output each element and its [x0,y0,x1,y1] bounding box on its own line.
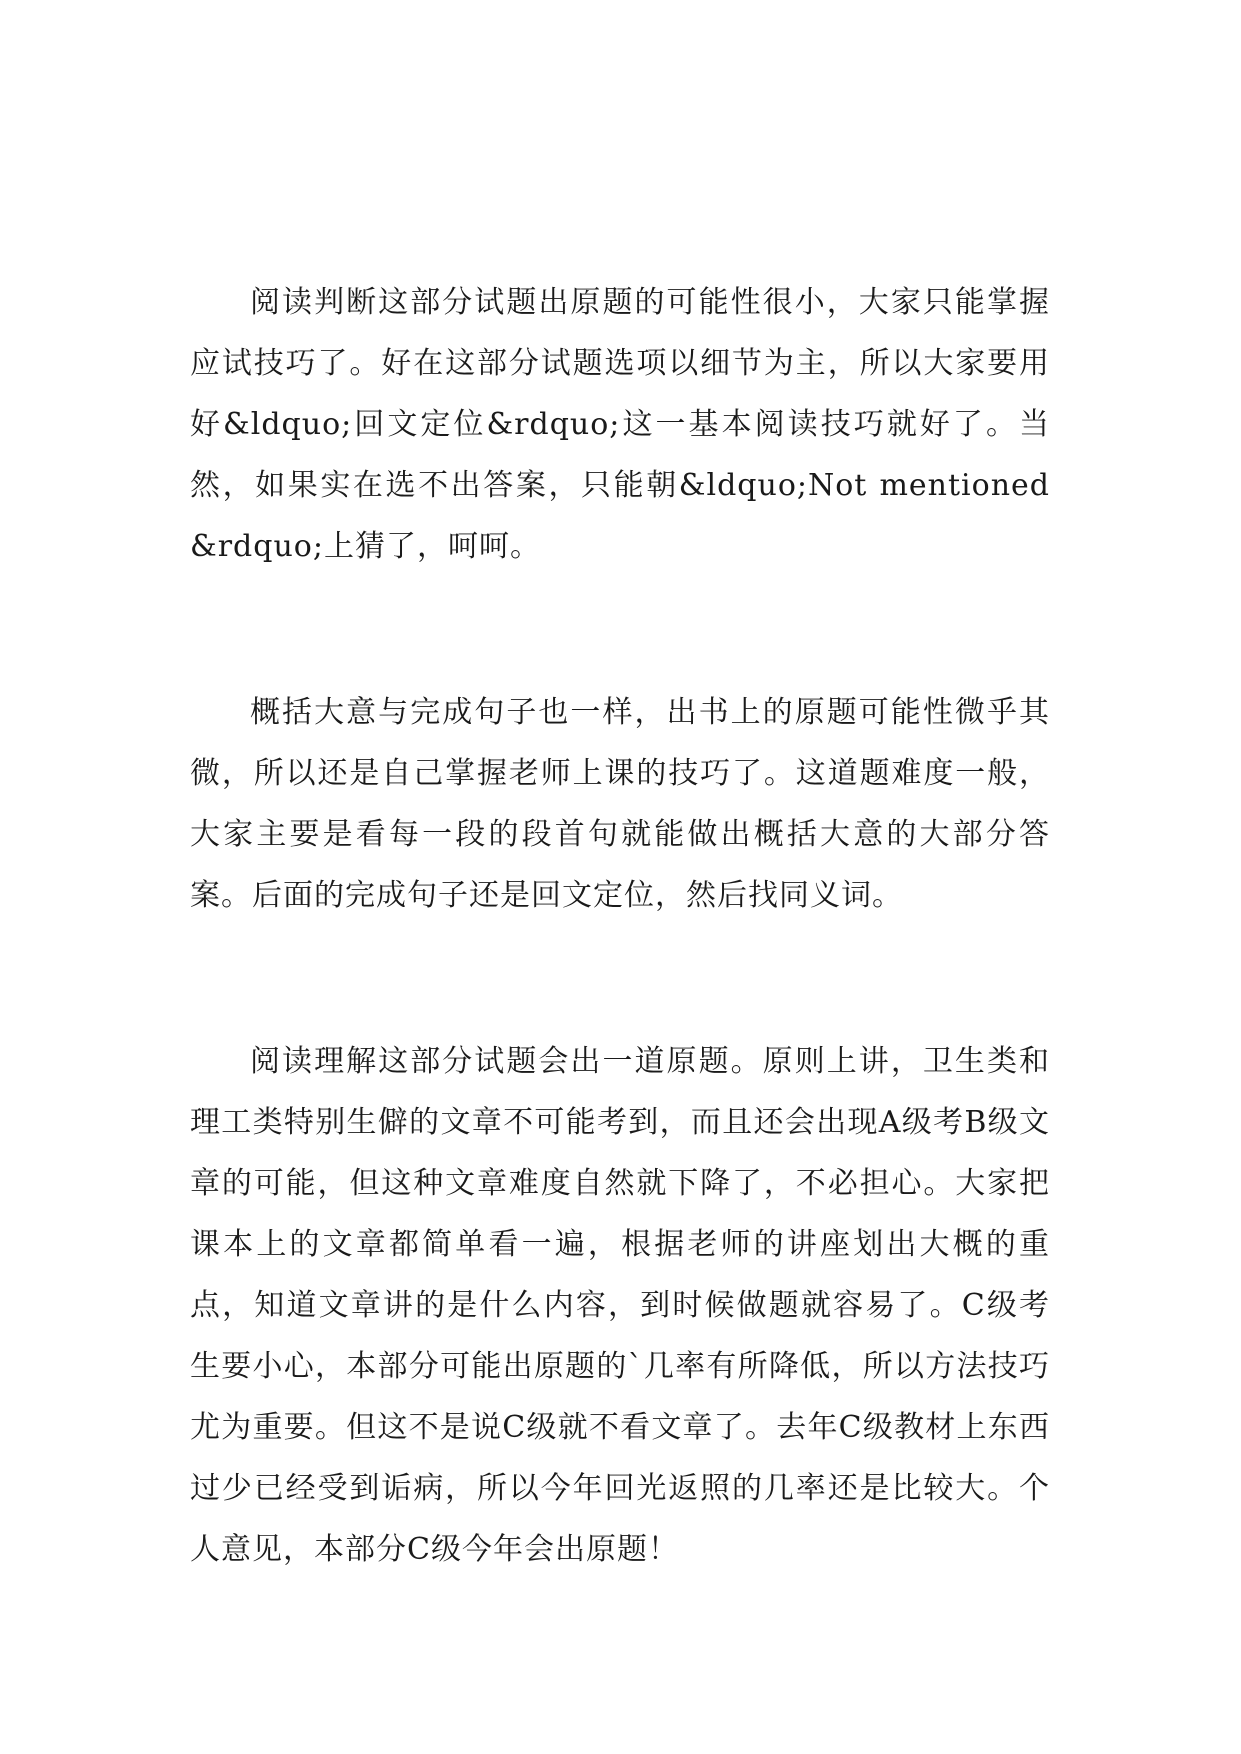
paragraph-reading-comprehension: 阅读理解这部分试题会出一道原题。原则上讲，卫生类和理工类特别生僻的文章不可能考到，而且还会出现A级考B级文章的可能，但这种文章难度自然就下降了，不必担心。大家把课本上的文章都简单看一遍，根据老师的讲座划出大概的重点，知道文章讲的是什么内容，到时候做题就容易了。C级考生要小心，本部分可能出原题的`几率有所降低，所以方法技巧尤为重要。但这不是说C级就不看文章了。去年C级教材上东西过少已经受到诟病，所以今年回光返照的几率还是比较大。个人意见，本部分C级今年会出原题！ [190,1044,1050,1567]
paragraph-summary-completion: 概括大意与完成句子也一样，出书上的原题可能性微乎其微，所以还是自己掌握老师上课的技巧了。这道题难度一般，大家主要是看每一段的段首句就能做出概括大意的大部分答案。后面的完成句子还是回文定位，然后找同义词。 [190,695,1050,913]
paragraph-reading-judgment: 阅读判断这部分试题出原题的可能性很小，大家只能掌握应试技巧了。好在这部分试题选项以细节为主，所以大家要用好&ldquo;回文定位&rdquo;这一基本阅读技巧就好了。当然，如果实在选不出答案，只能朝&ldquo;Not mentioned&rdquo;上猜了，呵呵。 [190,285,1050,564]
